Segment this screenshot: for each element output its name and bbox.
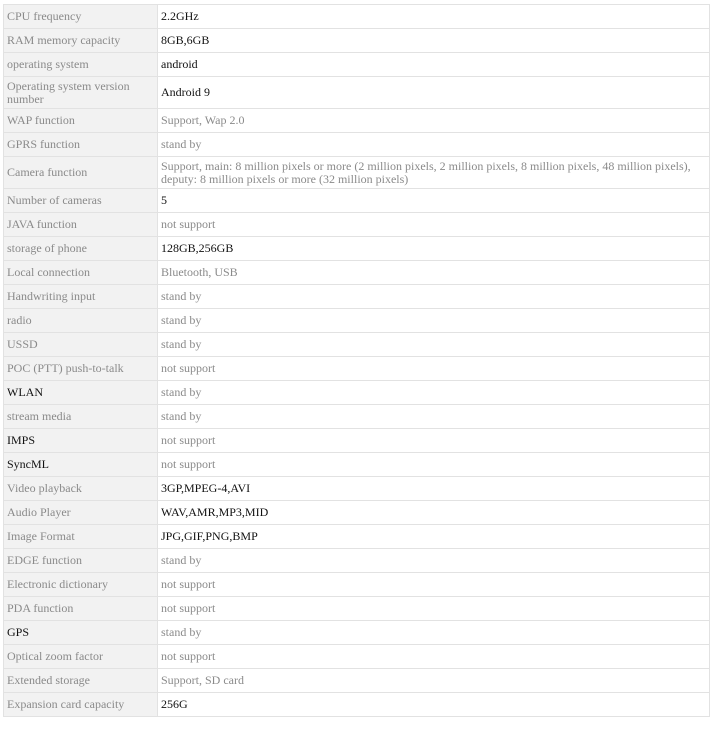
spec-label: SyncML	[4, 453, 158, 477]
spec-value: stand by	[158, 549, 710, 573]
spec-row	[4, 261, 710, 285]
spec-value: stand by	[158, 333, 710, 357]
spec-row	[4, 693, 710, 717]
spec-value: not support	[158, 453, 710, 477]
spec-value: not support	[158, 597, 710, 621]
spec-label: WLAN	[4, 381, 158, 405]
spec-label: RAM memory capacity	[4, 29, 158, 53]
spec-label: Video playback	[4, 477, 158, 501]
spec-row	[4, 333, 710, 357]
spec-row	[4, 501, 710, 525]
spec-value: not support	[158, 573, 710, 597]
spec-row	[4, 573, 710, 597]
spec-row	[4, 77, 710, 109]
spec-row	[4, 477, 710, 501]
spec-table	[3, 4, 710, 717]
spec-value: WAV,AMR,MP3,MID	[158, 501, 710, 525]
spec-label: GPS	[4, 621, 158, 645]
spec-row	[4, 309, 710, 333]
spec-label: GPRS function	[4, 133, 158, 157]
spec-value: not support	[158, 213, 710, 237]
spec-value: 3GP,MPEG-4,AVI	[158, 477, 710, 501]
spec-table-body	[4, 5, 710, 717]
spec-row	[4, 549, 710, 573]
spec-label: USSD	[4, 333, 158, 357]
spec-label: POC (PTT) push-to-talk	[4, 357, 158, 381]
spec-value: stand by	[158, 621, 710, 645]
spec-value: stand by	[158, 285, 710, 309]
spec-row	[4, 357, 710, 381]
spec-value: Android 9	[158, 77, 710, 109]
spec-value: 8GB,6GB	[158, 29, 710, 53]
spec-label: Optical zoom factor	[4, 645, 158, 669]
spec-label: operating system	[4, 53, 158, 77]
spec-row	[4, 669, 710, 693]
spec-label: stream media	[4, 405, 158, 429]
spec-value: 256G	[158, 693, 710, 717]
spec-row	[4, 621, 710, 645]
spec-value: 128GB,256GB	[158, 237, 710, 261]
spec-row	[4, 597, 710, 621]
spec-label: Handwriting input	[4, 285, 158, 309]
spec-label: Expansion card capacity	[4, 693, 158, 717]
spec-label: radio	[4, 309, 158, 333]
spec-row	[4, 5, 710, 29]
spec-value: stand by	[158, 133, 710, 157]
spec-value: 2.2GHz	[158, 5, 710, 29]
spec-value: android	[158, 53, 710, 77]
spec-value: 5	[158, 189, 710, 213]
spec-value: not support	[158, 429, 710, 453]
spec-row	[4, 405, 710, 429]
spec-label: Audio Player	[4, 501, 158, 525]
spec-value: stand by	[158, 309, 710, 333]
spec-label: PDA function	[4, 597, 158, 621]
spec-value: Support, main: 8 million pixels or more (2 million pixels, 2 million pixels, 8 million pixels, 48 million pixels), deputy: 8 million pixels or more (32 million pixels)	[158, 157, 710, 189]
spec-row	[4, 109, 710, 133]
spec-label: Operating system version number	[4, 77, 158, 109]
spec-label: IMPS	[4, 429, 158, 453]
spec-value: stand by	[158, 381, 710, 405]
spec-value: stand by	[158, 405, 710, 429]
spec-label: Electronic dictionary	[4, 573, 158, 597]
spec-value: not support	[158, 357, 710, 381]
spec-label: Image Format	[4, 525, 158, 549]
spec-row	[4, 29, 710, 53]
spec-label: CPU frequency	[4, 5, 158, 29]
spec-row	[4, 285, 710, 309]
spec-row	[4, 53, 710, 77]
spec-label: Local connection	[4, 261, 158, 285]
spec-value: Support, SD card	[158, 669, 710, 693]
spec-label: JAVA function	[4, 213, 158, 237]
spec-row	[4, 645, 710, 669]
spec-value: JPG,GIF,PNG,BMP	[158, 525, 710, 549]
spec-label: Number of cameras	[4, 189, 158, 213]
spec-row	[4, 525, 710, 549]
spec-value: Support, Wap 2.0	[158, 109, 710, 133]
spec-label: WAP function	[4, 109, 158, 133]
spec-row	[4, 213, 710, 237]
spec-row	[4, 381, 710, 405]
spec-label: Extended storage	[4, 669, 158, 693]
spec-label: EDGE function	[4, 549, 158, 573]
spec-label: storage of phone	[4, 237, 158, 261]
spec-row	[4, 133, 710, 157]
spec-value: not support	[158, 645, 710, 669]
spec-value: Bluetooth, USB	[158, 261, 710, 285]
spec-row	[4, 189, 710, 213]
spec-row	[4, 453, 710, 477]
spec-row	[4, 429, 710, 453]
spec-row	[4, 157, 710, 189]
spec-label: Camera function	[4, 157, 158, 189]
spec-row	[4, 237, 710, 261]
